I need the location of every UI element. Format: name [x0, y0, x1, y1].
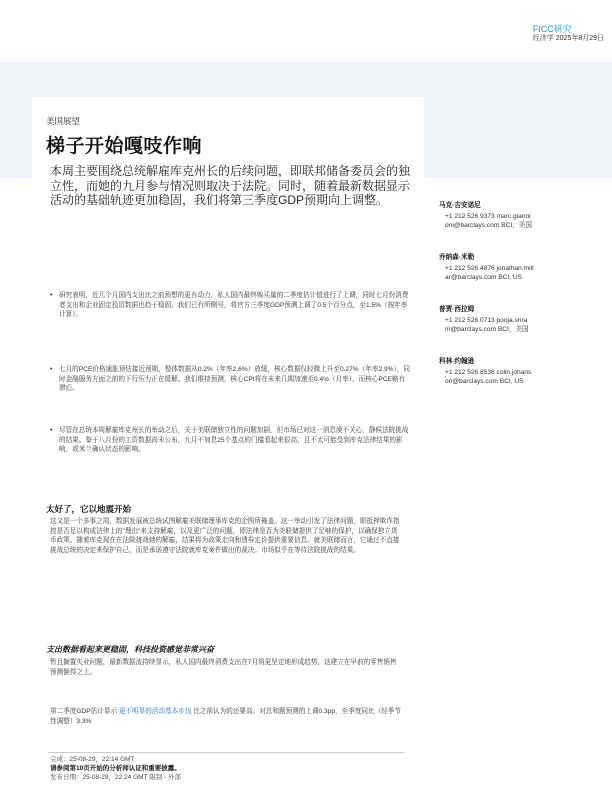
analyst-email[interactable]: on@barclays.com BCI, US: [445, 378, 524, 385]
footer-divider: [48, 752, 404, 753]
analyst-name: 科林·约翰逊: [439, 358, 475, 365]
analyst-phone: +1 212 526 9373 marc.gianni: [445, 213, 531, 220]
analyst-name: 普贾·西拉姆: [439, 306, 475, 313]
section-kicker: 美国展望: [46, 116, 81, 126]
footer-completed: 完成：25-08-29，22:14 GMT: [50, 756, 135, 763]
section-body: 暂且搁置失业问题，最新数据流持续显示，私人国内最终消费支出在7月将更坚定地形成趋势，这建立在早前的零售销售预测倒得之上。: [50, 659, 397, 676]
report-date: 经济学 2025年8月29日: [532, 35, 604, 42]
bullet-dot-icon: •: [50, 427, 53, 434]
bullet-item: [50, 365, 411, 394]
analyst-name: 马克·吉安诺尼: [439, 202, 481, 209]
analyst-card: [439, 305, 599, 334]
section-heading: 支出数据看起来更稳固，科技投资感觉非常兴奋: [46, 645, 214, 654]
brand-name: FICC研究: [532, 24, 572, 34]
bullet-text: 研究表明，近几个月国内支出比之前预想的更有动力，私人国内最终购买量的二季度估计值进行了上调，同时七月份消费者支出和企业固定投资数据也趋于稳固。我们已有所侧号，将官方三季度GDP预测上调了0.5个百分点，至1.5%（按年率计算）。: [59, 292, 409, 318]
brand-block: [533, 24, 604, 43]
bullet-item: [50, 426, 411, 455]
footer-released: 发布日期：25-08-29，22:24 GMT 限制 - 外部: [50, 774, 181, 781]
page-title: 梯子开始嘎吱作响: [46, 136, 203, 157]
bullet-text: 七月的PCE价格通胀预估接近预期，整体数据从0.2%（年率2.6%）放缓，核心数据仅轻微上升至0.27%（年率2.9%），同时金融服务方面之前的下行压力正在缓解。我们维持预测，核心CPI将在未来几期加速至0.4%（月率），而核心PCE略有滞后。: [59, 366, 410, 392]
analyst-phone: +1 212 526 0713 pooja.srira: [445, 317, 528, 324]
analyst-email[interactable]: ar@barclays.com BCI, US: [445, 274, 523, 281]
analyst-card: [439, 357, 599, 386]
analyst-email[interactable]: m@barclays.com BCI，美国: [445, 326, 529, 333]
analyst-email[interactable]: oni@barclays.com BCI，美国: [445, 222, 532, 229]
inline-link[interactable]: 更不明显的活动基本步伐: [118, 708, 192, 715]
analyst-name: 乔纳森·米勒: [439, 254, 475, 261]
section-body: 这又是一个多事之周，数据发展被总统试图解雇美联储理事库克的企图所掩盖。这一举动引发了法律问题，即抵押欺诈指控是否足以构成法律上的"理由"来支持解雇，以及更广泛的问题，即法律是否为美联储提供了足够的保护，以确保独立货币政策。随着库克现在在法院挑战她的解雇，结果将为政策走向和透券定价提供重要信息。就美联储而言，它通过不直接挑战总统的决定来保护自己，而是承诺遵守法院就库克案件做出的裁决。市场似乎在等待法院挑战的结果。: [50, 518, 400, 554]
body-text: 第二季度GDP估计显示: [50, 708, 118, 715]
body-text: 比之前认为的还要高。对总和题预测的上调0.3pp，至季度同比（经季节性调整）3.3%: [50, 708, 401, 725]
bullet-dot-icon: •: [50, 292, 53, 299]
analyst-card: [439, 253, 599, 282]
analyst-phone: +1 212 526 4876 jonathan.mill: [445, 265, 534, 272]
bullet-text: 尽管在总统本周解雇库克州长的举动之后，关于美联储独立性的问题加剧，但市场已对这一消息漠不关心，静候法院挑战的结果。鉴于八月份的工资数据尚未公布，九月不加息25个基点的门槛看起来很高，且不太可能受到库克法律结果的影响，或米兰确认状态的影响。: [59, 427, 409, 453]
bullet-item: [50, 291, 411, 320]
section-heading: 太好了，它以地震开始: [46, 504, 132, 514]
analyst-card: [439, 201, 599, 230]
analyst-phone: +1 212 526 8536 colin.johans: [445, 369, 532, 376]
section-body-2: [50, 707, 402, 726]
bullet-dot-icon: •: [50, 366, 53, 373]
footer-notice[interactable]: 请参阅第10页开始的分析师认证和重要披露。: [50, 765, 181, 772]
lede-paragraph: 本周主要围绕总统解雇库克州长的后续问题，即联邦储备委员会的独立性，而她的九月参与情况则取决于法院。同时，随着最新数据显示活动的基础轨迹更加稳固，我们将第三季度GDP预期向上调整。: [50, 164, 411, 207]
